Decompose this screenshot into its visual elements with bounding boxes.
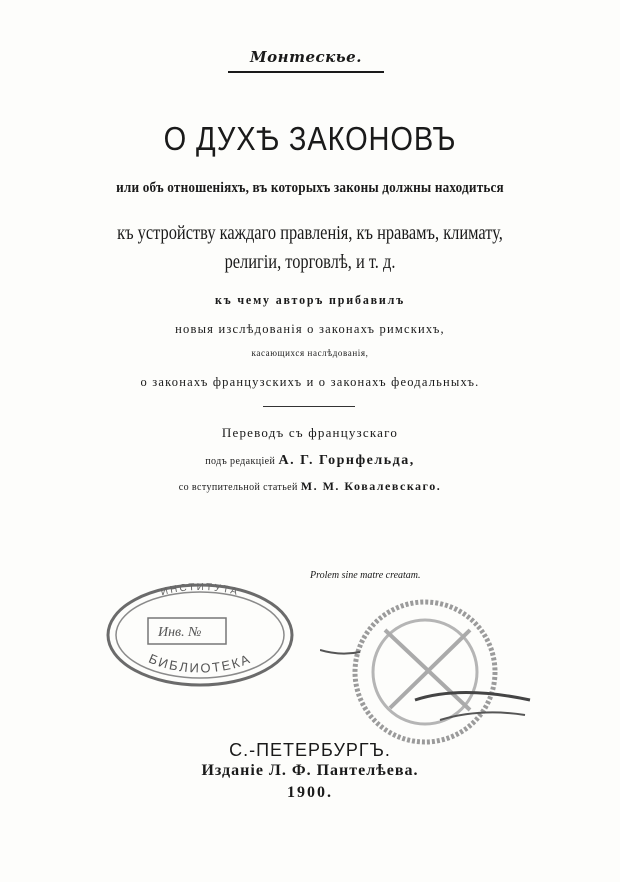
author-name: Монтескье. <box>228 48 384 73</box>
addition-line-4: о законахъ французскихъ и о законахъ феодальныхъ. <box>140 375 480 389</box>
editor-line <box>0 452 620 469</box>
subtitle-line-2: къ устройству каждаго правленія, къ нравамъ, климату, <box>117 222 503 244</box>
addition-line-3: касающихся наслѣдованія, <box>251 348 369 358</box>
translation-line: Переводъ съ французскаго <box>221 425 399 440</box>
subtitle-line-1: или объ отношеніяхъ, въ которыхъ законы должны находиться <box>116 180 504 196</box>
stamp-inventory-label: Инв. № <box>158 625 202 640</box>
stamp-library-text: БИБЛИОТЕКА <box>146 650 254 676</box>
intro-author: М. М. Ковалевскаго. <box>300 479 442 493</box>
stamp-top-text: ИНСТИТУТА <box>159 581 241 599</box>
addition-line-2: новыя изслѣдованія о законахъ римскихъ, <box>175 322 445 336</box>
imprint-publisher: Изданіе Л. Ф. Пантелѣева. <box>201 762 419 779</box>
imprint-city: С.-ПЕТЕРБУРГЪ. <box>229 740 391 760</box>
addition-line-1: къ чему авторъ прибавилъ <box>214 292 406 307</box>
subtitle-line-3: религіи, торговлѣ, и т. д. <box>224 251 396 273</box>
intro-prefix: со вступительной статьей <box>178 482 298 493</box>
author-header <box>228 48 384 73</box>
section-divider <box>263 406 355 407</box>
library-stamp <box>100 580 300 690</box>
editor-name: А. Г. Горнфельда, <box>278 453 415 468</box>
faint-round-stamp <box>320 590 535 755</box>
intro-line <box>0 479 620 494</box>
book-title: О ДУХѢ ЗАКОНОВЪ <box>163 120 457 157</box>
epigraph: Prolem sine matre creatam. <box>310 570 421 581</box>
editor-prefix: подъ редакціей <box>205 456 276 467</box>
imprint-year: 1900. <box>287 784 333 801</box>
